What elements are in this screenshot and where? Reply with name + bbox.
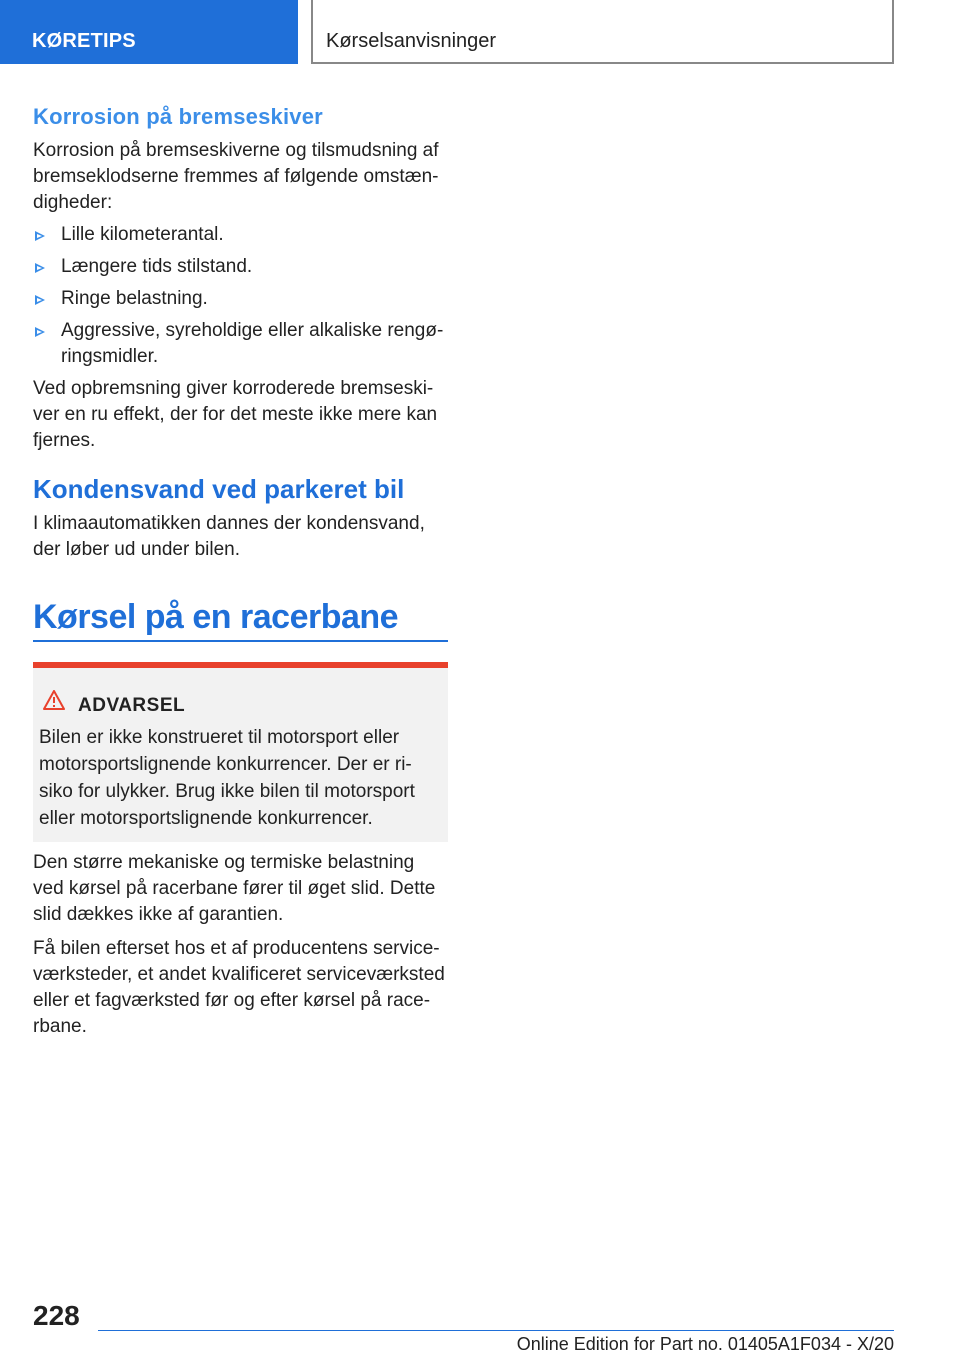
racetrack-heading: Kørsel på en racerbane bbox=[33, 598, 399, 636]
list-item: Længere tids stilstand. bbox=[33, 254, 448, 280]
heading-rule bbox=[33, 640, 448, 642]
warning-title: ADVARSEL bbox=[78, 695, 186, 716]
list-item: Aggressive, syreholdige eller alkaliske rengø-ringsmidler. bbox=[33, 318, 448, 370]
footer-edition: Online Edition for Part no. 01405A1F034 - X/20 bbox=[516, 1334, 894, 1354]
corrosion-section bbox=[33, 104, 448, 454]
list-item: Lille kilometerantal. bbox=[33, 222, 448, 248]
list-item: Ringe belastning. bbox=[33, 286, 448, 312]
condensation-text: I klimaautomatikken dannes der kondensvand, der løber ud under bilen. bbox=[33, 513, 425, 560]
bullet-triangle-icon bbox=[35, 231, 45, 241]
corrosion-intro: Korrosion på bremseskiverne og tilsmudsning af bremseklodserne fremmes af følgende omstæn-digheder: bbox=[33, 140, 439, 213]
page-number: 228 bbox=[33, 1300, 80, 1331]
chapter-tab bbox=[311, 0, 894, 64]
racetrack-paragraph-1: Den større mekaniske og termiske belastning ved kørsel på racerbane fører til øget slid. Dette slid dækkes ikke af garantien. bbox=[33, 852, 436, 925]
section-tab bbox=[0, 0, 298, 64]
corrosion-heading: Korrosion på bremseskiver bbox=[33, 104, 323, 129]
warning-triangle-icon bbox=[43, 690, 65, 710]
section-title: KØRETIPS bbox=[32, 30, 136, 52]
racetrack-paragraph-2: Få bilen efterset hos et af producentens service-værksteder, et andet kvalificeret serviceværksted eller et fagværksted før og efter kørsel på race-rbane. bbox=[33, 938, 445, 1037]
chapter-title: Kørselsanvisninger bbox=[326, 30, 497, 52]
condensation-heading: Kondensvand ved parkeret bil bbox=[33, 474, 405, 504]
warning-box bbox=[33, 662, 448, 842]
condensation-section bbox=[33, 474, 448, 563]
footer-rule bbox=[98, 1330, 894, 1331]
bullet-triangle-icon bbox=[35, 295, 45, 305]
racetrack-body bbox=[33, 850, 448, 1040]
corrosion-outro: Ved opbremsning giver korroderede bremseski-ver en ru effekt, der for det meste ikke mere kan fjernes. bbox=[33, 378, 438, 451]
bullet-triangle-icon bbox=[35, 327, 45, 337]
racetrack-heading-wrap bbox=[33, 598, 448, 637]
bullet-triangle-icon bbox=[35, 263, 45, 273]
corrosion-list bbox=[33, 222, 448, 370]
warning-text: Bilen er ikke konstrueret til motorsport eller motorsportslignende konkurrencer. Der er ri-siko for ulykker. Brug ikke bilen til motorsport eller motorsportslignende konkurrencer. bbox=[39, 727, 415, 829]
